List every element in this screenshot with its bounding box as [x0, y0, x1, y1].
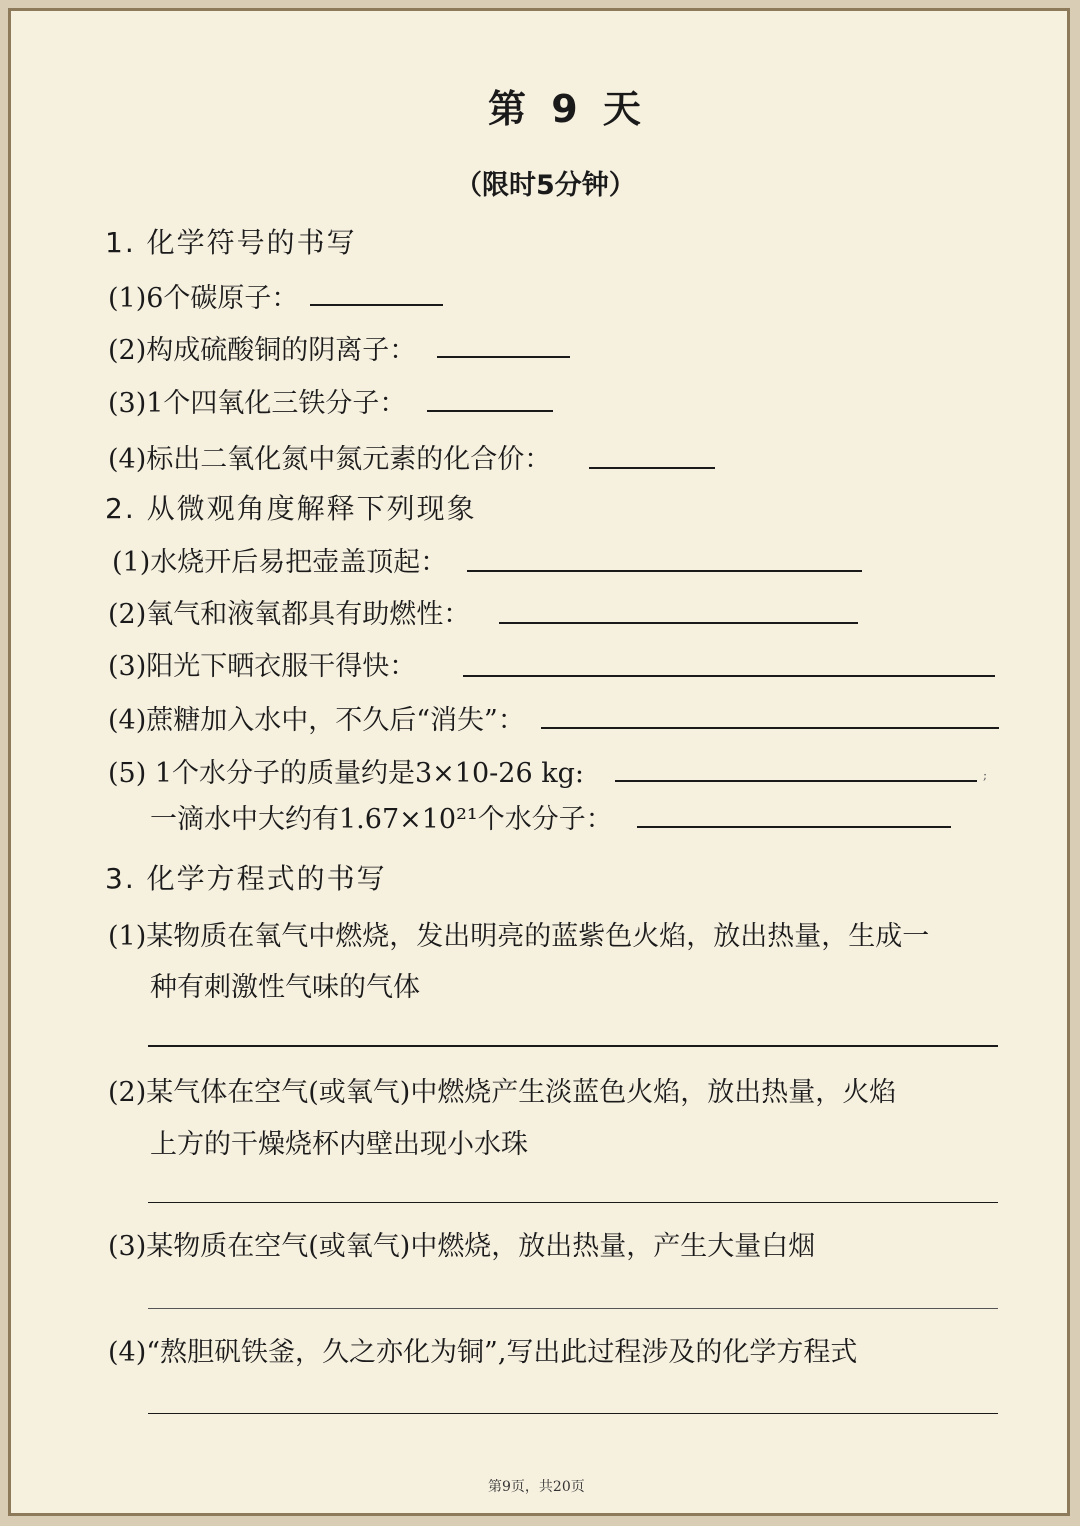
answer-blank-2-4[interactable] — [541, 727, 999, 729]
section-3-heading: 3. 化学方程式的书写 — [105, 862, 387, 895]
question-1-4: (4)标出二氧化氮中氮元素的化合价： — [108, 444, 552, 475]
section-2-heading: 2. 从微观角度解释下列现象 — [105, 492, 477, 525]
question-1-2: (2)构成硫酸铜的阴离子： — [108, 335, 417, 366]
answer-blank-1-1[interactable] — [310, 304, 443, 306]
question-1-3: (3)1个四氧化三铁分子： — [108, 388, 407, 419]
answer-blank-1-4[interactable] — [589, 467, 715, 469]
question-2-5a: (5) 1个水分子的质量约是3×10-26 kg: — [108, 758, 584, 789]
answer-blank-1-2[interactable] — [437, 356, 570, 358]
question-3-3: (3)某物质在空气(或氧气)中燃烧，放出热量，产生大量白烟 — [108, 1231, 816, 1262]
answer-line-3-2[interactable] — [148, 1202, 998, 1203]
question-2-1: (1)水烧开后易把壶盖顶起： — [112, 547, 448, 578]
answer-blank-1-3[interactable] — [427, 410, 553, 412]
question-3-4: (4)“熬胆矾铁釜，久之亦化为铜”,写出此过程涉及的化学方程式 — [108, 1337, 858, 1368]
answer-line-3-3[interactable] — [148, 1308, 998, 1309]
section-1-heading: 1. 化学符号的书写 — [105, 226, 357, 259]
page-subtitle: （限时5分钟） — [455, 170, 636, 201]
question-2-5b: 一滴水中大约有1.67×10²¹个水分子： — [150, 804, 613, 835]
answer-blank-2-5a[interactable] — [615, 780, 977, 782]
question-1-1: (1)6个碳原子： — [108, 283, 299, 314]
answer-blank-2-1[interactable] — [467, 570, 862, 572]
answer-line-3-1[interactable] — [148, 1045, 998, 1047]
answer-blank-2-3[interactable] — [463, 675, 995, 677]
question-2-4: (4)蔗糖加入水中，不久后“消失”： — [108, 705, 525, 736]
question-3-2-line2: 上方的干燥烧杯内壁出现小水珠 — [150, 1129, 528, 1160]
page-title: 第 9 天 — [488, 87, 647, 131]
question-3-1-line1: (1)某物质在氧气中燃烧，发出明亮的蓝紫色火焰，放出热量，生成一 — [108, 921, 930, 952]
separator-mark: ; — [983, 768, 988, 782]
answer-line-3-4[interactable] — [148, 1413, 998, 1414]
answer-blank-2-5b[interactable] — [637, 826, 951, 828]
question-3-2-line1: (2)某气体在空气(或氧气)中燃烧产生淡蓝色火焰，放出热量，火焰 — [108, 1077, 897, 1108]
page-footer: 第9页，共20页 — [488, 1479, 585, 1495]
question-3-1-line2: 种有刺激性气味的气体 — [150, 972, 420, 1003]
answer-blank-2-2[interactable] — [499, 622, 858, 624]
question-2-3: (3)阳光下晒衣服干得快： — [108, 651, 417, 682]
question-2-2: (2)氧气和液氧都具有助燃性： — [108, 599, 471, 630]
